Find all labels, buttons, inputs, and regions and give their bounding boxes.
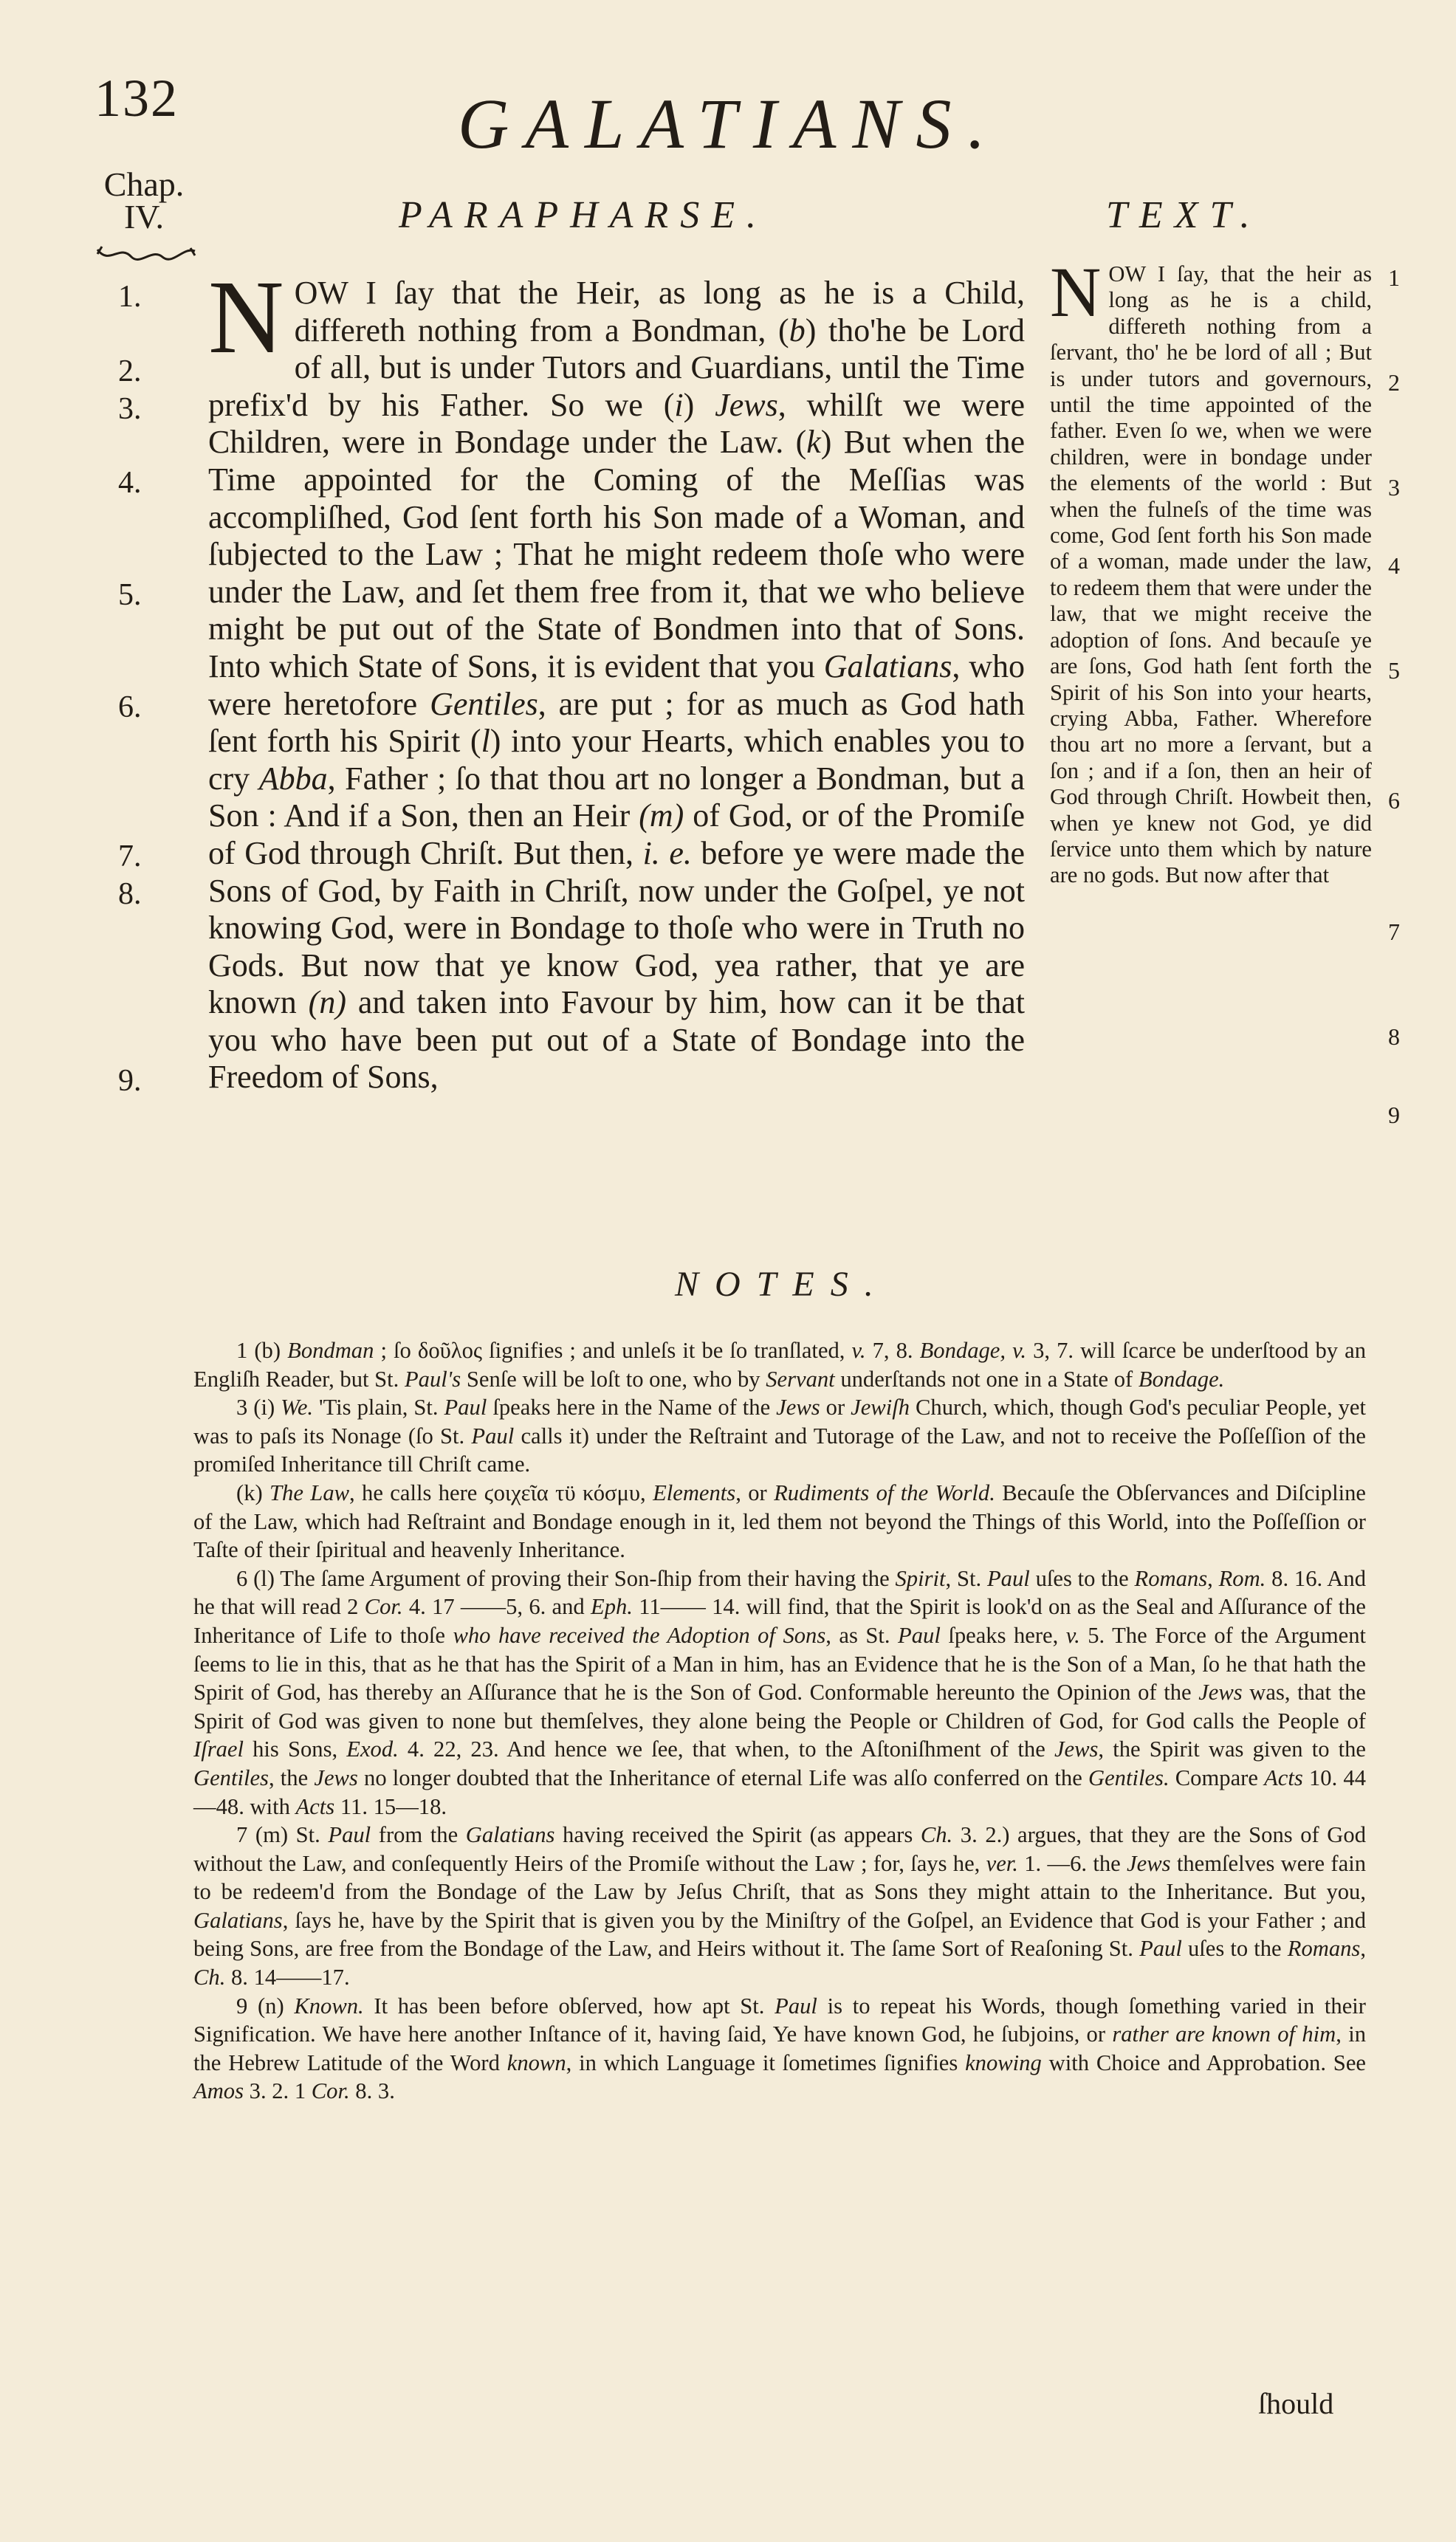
- text-verse-number: 7: [1388, 918, 1400, 945]
- catchword: ſhould: [1258, 2387, 1334, 2420]
- note-paragraph: 1 (b) Bondman ; ſo δοῦλος ſignifies ; and unleſs it be ſo tranſlated, v. 7, 8. Bondage, v. 3, 7. will ſcarce be underſtood by an Engliſh Reader, but St. Paul's Senſe will be loſt to one, who by Servant underſtands not one in a State of Bondage.: [193, 1338, 1366, 1392]
- paraphrase-verse-number: 4.: [118, 466, 142, 500]
- text-verse-number: 2: [1388, 369, 1400, 396]
- text-heading: TEXT.: [1106, 194, 1262, 236]
- text-verse-number: 9: [1388, 1102, 1400, 1128]
- paraphrase-verse-number: 5.: [118, 578, 142, 612]
- paraphrase-verse-number: 9.: [118, 1064, 142, 1098]
- note-paragraph: 7 (m) St. Paul from the Galatians having received the Spirit (as appears Ch. 3. 2.) argues, that they are the Sons of God without the Law, and conſequently Heirs of the Promiſe without the Law ; for, ſays he, ver. 1. —6. the Jews themſelves were fain to be redeem'd from the Bondage of the Law by Jeſus Chriſt, that as Sons they might attain to the Inheritance. But you, Galatians, ſays he, have by the Spirit that is given you by the Miniſtry of the Goſpel, an Evidence that God is your Father ; and being Sons, are free from the Bondage of the Law, and Heirs without it. The ſame Sort of Reaſoning St. Paul uſes to the Romans, Ch. 8. 14——17.: [193, 1822, 1366, 1990]
- paraphrase-verse-number: 3.: [118, 392, 142, 426]
- text-verse-number: 6: [1388, 787, 1400, 814]
- text-verse-number: 3: [1388, 474, 1400, 501]
- paraphrase-dropcap: N: [208, 258, 284, 375]
- text-verse-number: 5: [1388, 657, 1400, 684]
- note-paragraph: 3 (i) We. 'Tis plain, St. Paul ſpeaks here in the Name of the Jews or Jewiſh Church, which, though God's peculiar People, yet was to paſs its Nonage (ſo St. Paul calls it) under the Reſtraint and Tutorage of the Law, and not to receive the Poſſeſſion of the promiſed Inheritance till Chriſt came.: [193, 1395, 1366, 1477]
- ornament-rule-icon: [95, 244, 198, 266]
- paraphrase-verse-number: 1.: [118, 280, 142, 314]
- paraphrase-verse-number: 2.: [118, 354, 142, 388]
- page-number: 132: [95, 69, 179, 128]
- paraphrase-verse-number: 6.: [118, 690, 142, 724]
- note-paragraph: (k) The Law, he calls here ϛοιχεῖα τϋ κόσμυ, Elements, or Rudiments of the World. Becauſe the Obſervances and Diſciplіne of the Law, which had Reſtraint and Bondage enough in it, led them not beyond the Things of this World, into the Poſſeſſion or Taſte of their ſpiritual and heavenly Inheritance.: [193, 1480, 1366, 1563]
- note-paragraph: 6 (l) The ſame Argument of proving their Son-ſhip from their having the Spirit, St. Paul uſes to the Romans, Rom. 8. 16. And he that will read 2 Cor. 4. 17 ——5, 6. and Eph. 11—— 14. will find, that the Spirit is look'd on as the Seal and Aſſurance of the Inheritance of Life to thoſe who have received the Adoption of Sons, as St. Paul ſpeaks here, v. 5. The Force of the Argument ſeems to lie in this, that as he that has the Spirit of a Man in him, has an Evidence that he is the Son of a Man, ſo he that hath the Spirit of God, has thereby an Aſſurance that he is the Son of God. Conformable hereunto the Opinion of the Jews was, that the Spirit of God was given to none but themſelves, they alone being the People or Children of God, for God calls the People of Iſrael his Sons, Exod. 4. 22, 23. And hence we ſee, that when, to the Aſtoniſhment of the Jews, the Spirit was given to the Gentiles, the Jews no longer doubted that the Inheritance of eternal Life was alſo conferred on the Gentiles. Compare Acts 10. 44—48. with Acts 11. 15—18.: [193, 1565, 1367, 1819]
- running-title: GALATIANS.: [458, 84, 1002, 163]
- text-verse-number: 1: [1388, 264, 1400, 291]
- notes-heading: NOTES.: [675, 1265, 890, 1304]
- chapter-label: [89, 165, 199, 236]
- paraphrase-verse-number: 7.: [118, 839, 142, 873]
- chapter-number: IV.: [123, 198, 165, 236]
- text-verse-number: 4: [1388, 552, 1400, 579]
- text-dropcap: N: [1050, 253, 1102, 332]
- text-column: [1050, 253, 1372, 889]
- notes-section: [193, 1336, 1366, 2106]
- paraphrase-heading: PARAPHARSE.: [399, 194, 768, 236]
- chapter-word: Chap.: [103, 165, 185, 203]
- text-verse-number: 8: [1388, 1023, 1400, 1050]
- note-paragraph: 9 (n) Known. It has been before obſerved, how apt St. Paul is to repeat his Words, though ſomething varied in their Signification. We have here another Inſtance of it, having ſaid, Ye have known God, he ſubjoins, or rather are known of him, in the Hebrew Latitude of the Word known, in which Language it ſometimes ſignifies knowing with Choice and Approbation. See Amos 3. 2. 1 Cor. 8. 3.: [193, 1993, 1366, 2104]
- text-body: OW I ſay, that the heir as long as he is a child, differeth nothing from a ſervant, tho' he be lord of all ; But is under tutors and governours, until the time appointed of the father. Even ſo we, when we were children, were in bondage under the elements of the world : But when the fulneſs of the time was come, God ſent forth his Son made of a woman, made under the law, to redeem them that were under the law, that we might receive the adoption of ſons. And becauſe ye are ſons, God hath ſent forth the Spirit of his Son into your hearts, crying Abba, Father. Wherefore thou art no more a ſervant, but a ſon ; and if a ſon, then an heir of God through Chriſt. Howbeit then, when ye knew not God, ye did ſervice unto them which by nature are no gods. But now after that: [1050, 261, 1372, 888]
- paraphrase-verse-number: 8.: [118, 877, 142, 911]
- paraphrase-column: N OW I ſay that the Heir, as long as he is a Child, differeth nothing from a Bondman, (b) tho'he be Lord of all, but is under Tutors and Guardians, until the Time prefix'd by his Father. So we (i) Jews, whilſt we were Children, were in Bondage under the Law. (k) But when the Time appointed for the Coming of the Meſſias was accompliſhed, God ſent forth his Son made of a Woman, and ſubjected to the Law ; That he might redeem thoſe who were under the Law, and ſet them free from it, that we who believe might be put out of the State of Bondmen into that of Sons. Into which State of Sons, it is evident that you Galatians, who were heretofore Gentiles, are put ; for as much as God hath ſent forth his Spirit (l) into your Hearts, which enables you to cry Abba, Father ; ſo that thou art no longer a Bondman, but a Son : And if a Son, then an Heir (m) of God, or of the Promiſe of God through Chriſt. But then, i. e. before ye were made the Sons of God, by Faith in Chriſt, now under the Goſpel, ye not knowing God, were in Bondage to thoſe who were in Truth no Gods. But now that ye know God, yea rather, that ye are known (n) and taken into Favour by him, how can it be that you who have been put out of a State of Bondage into the Freedom of Sons,: [208, 258, 1026, 1096]
